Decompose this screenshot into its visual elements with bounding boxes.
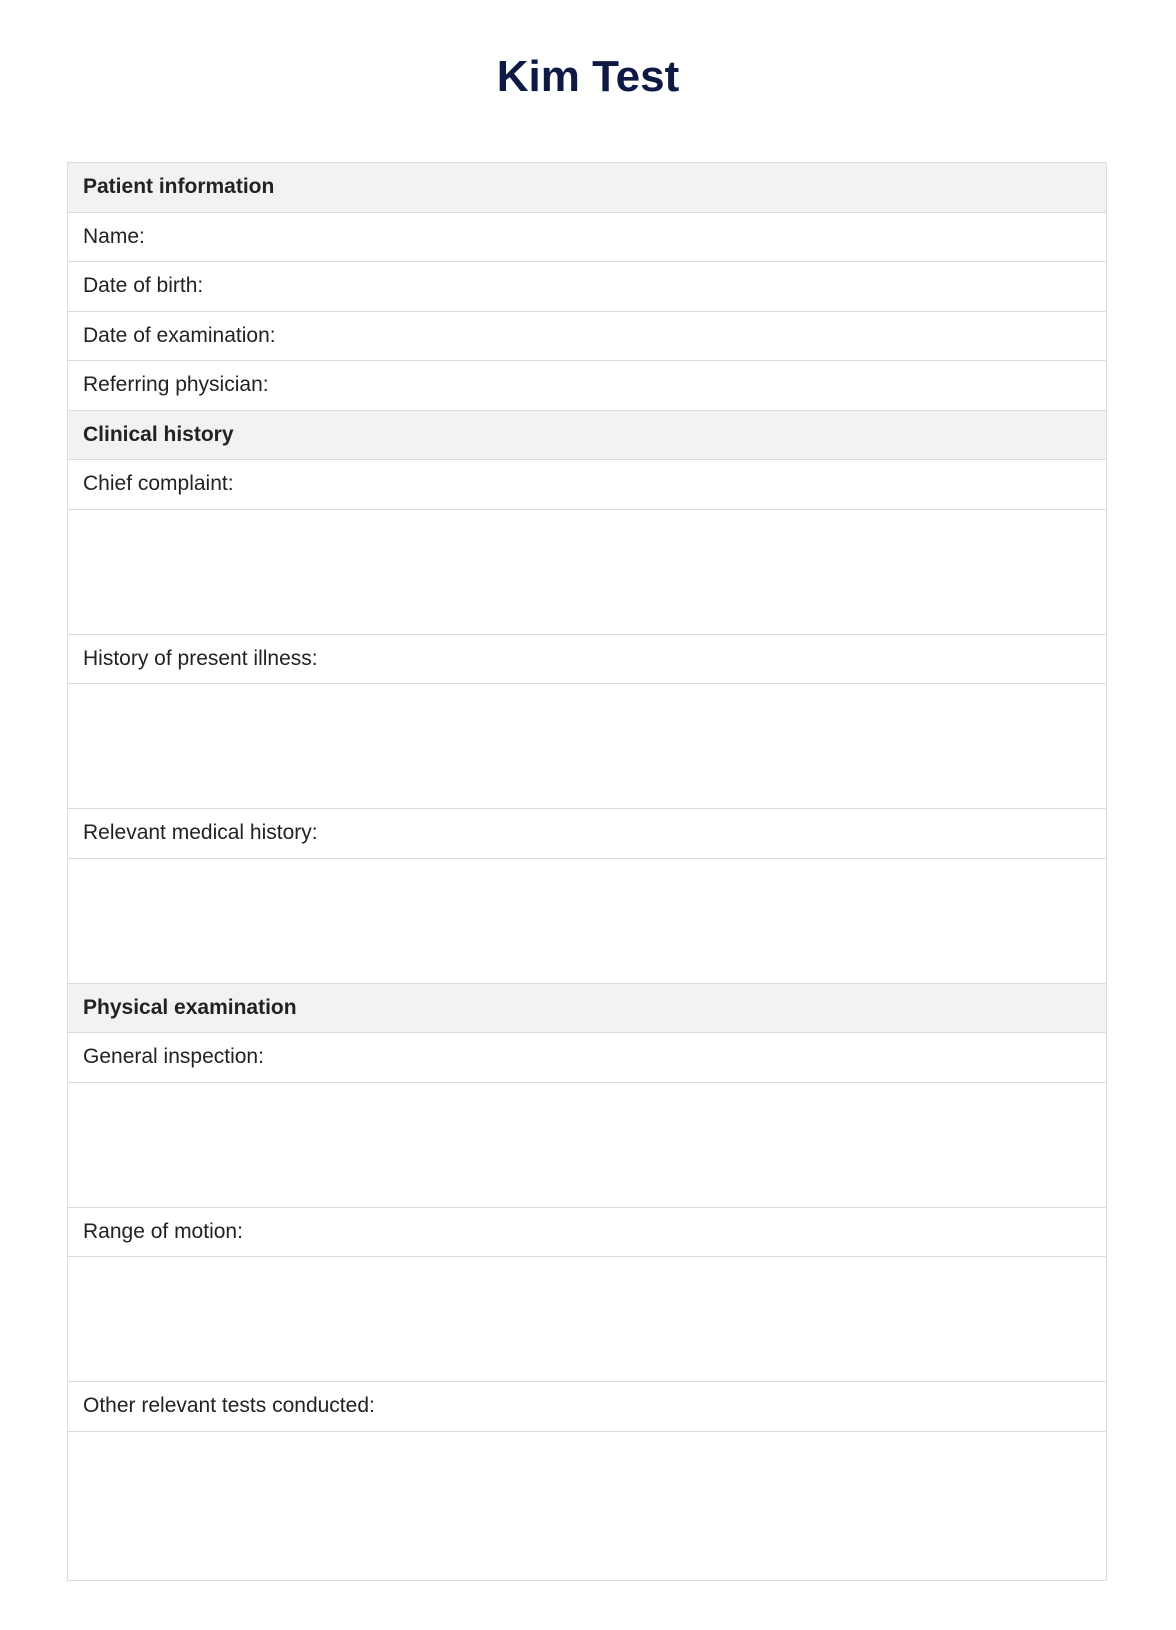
history-of-present-illness-answer-area[interactable] bbox=[68, 684, 1106, 809]
page-title: Kim Test bbox=[496, 52, 680, 101]
field-date-of-examination[interactable]: Date of examination: bbox=[68, 312, 1106, 362]
field-relevant-medical-history: Relevant medical history: bbox=[68, 809, 1106, 859]
section-header-patient-information: Patient information bbox=[68, 163, 1106, 213]
form-table bbox=[67, 162, 1107, 1581]
field-other-relevant-tests: Other relevant tests conducted: bbox=[68, 1382, 1106, 1432]
field-referring-physician[interactable]: Referring physician: bbox=[68, 361, 1106, 411]
field-chief-complaint: Chief complaint: bbox=[68, 460, 1106, 510]
field-date-of-birth[interactable]: Date of birth: bbox=[68, 262, 1106, 312]
section-header-clinical-history: Clinical history bbox=[68, 411, 1106, 461]
range-of-motion-answer-area[interactable] bbox=[68, 1257, 1106, 1382]
field-range-of-motion: Range of motion: bbox=[68, 1208, 1106, 1258]
field-general-inspection: General inspection: bbox=[68, 1033, 1106, 1083]
other-relevant-tests-answer-area[interactable] bbox=[68, 1432, 1106, 1580]
chief-complaint-answer-area[interactable] bbox=[68, 510, 1106, 635]
relevant-medical-history-answer-area[interactable] bbox=[68, 859, 1106, 984]
general-inspection-answer-area[interactable] bbox=[68, 1083, 1106, 1208]
section-header-physical-examination: Physical examination bbox=[68, 984, 1106, 1034]
field-name[interactable]: Name: bbox=[68, 213, 1106, 263]
field-history-of-present-illness: History of present illness: bbox=[68, 635, 1106, 685]
